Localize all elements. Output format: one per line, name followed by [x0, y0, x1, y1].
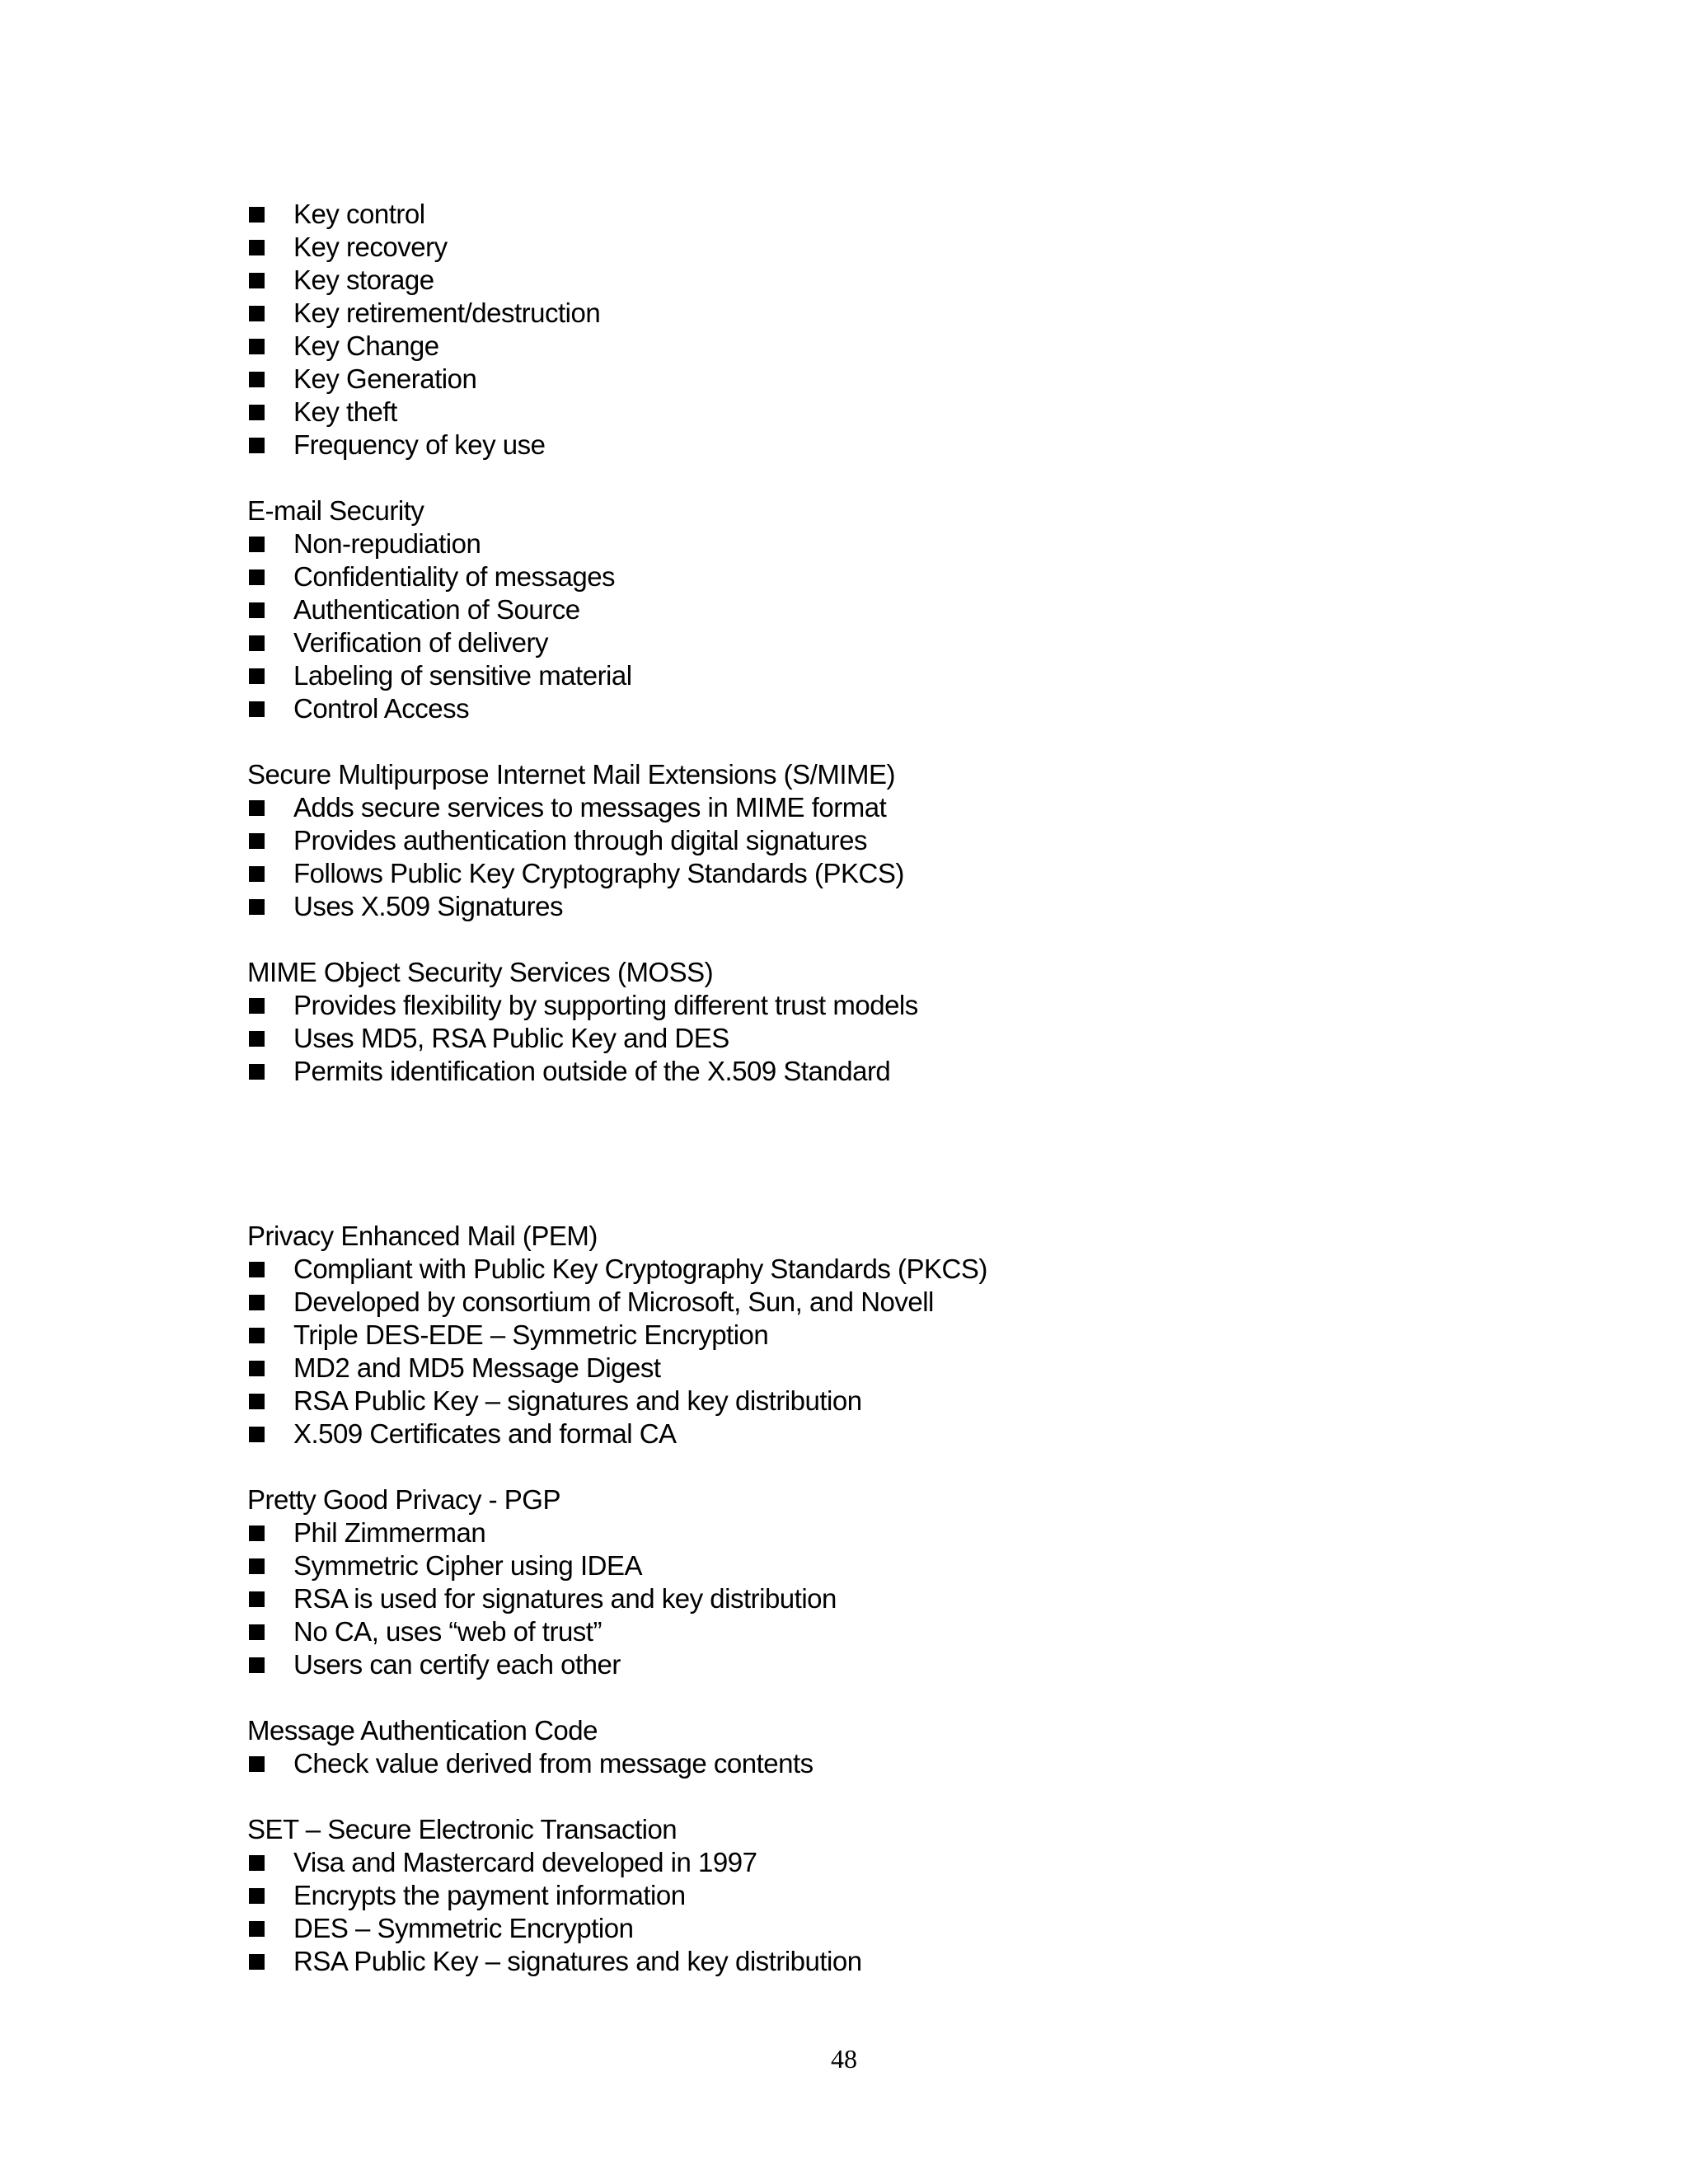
square-bullet-icon	[249, 1295, 265, 1310]
list-item-text: Key Change	[293, 330, 439, 361]
section-heading: MIME Object Security Services (MOSS)	[247, 957, 714, 987]
bullet-list	[247, 791, 1484, 923]
list-item-text: Provides authentication through digital signatures	[293, 825, 867, 855]
square-bullet-icon	[249, 339, 265, 354]
bullet-list	[247, 1253, 1484, 1451]
square-bullet-icon	[249, 1855, 265, 1871]
list-item	[247, 396, 1484, 429]
section-heading: Message Authentication Code	[247, 1715, 598, 1746]
list-item-text: Encrypts the payment information	[293, 1880, 686, 1910]
list-item-text: Uses MD5, RSA Public Key and DES	[293, 1023, 729, 1053]
list-item-text: Key theft	[293, 396, 397, 427]
square-bullet-icon	[249, 1262, 265, 1277]
list-item	[247, 1516, 1484, 1549]
list-item-text: Compliant with Public Key Cryptography Standards (PKCS)	[293, 1254, 987, 1284]
list-item	[247, 1352, 1484, 1385]
list-item-text: Key control	[293, 199, 425, 229]
list-item	[247, 527, 1484, 560]
square-bullet-icon	[249, 635, 265, 651]
list-item-text: Verification of delivery	[293, 627, 548, 658]
list-item	[247, 626, 1484, 659]
list-item-text: Control Access	[293, 693, 470, 724]
list-item-text: Check value derived from message contents	[293, 1748, 814, 1779]
list-item	[247, 264, 1484, 297]
square-bullet-icon	[249, 800, 265, 816]
list-item-text: Users can certify each other	[293, 1649, 621, 1680]
square-bullet-icon	[249, 668, 265, 684]
square-bullet-icon	[249, 1756, 265, 1772]
list-item	[247, 1615, 1484, 1648]
list-item-text: MD2 and MD5 Message Digest	[293, 1352, 661, 1383]
list-item-text: Follows Public Key Cryptography Standards (PKCS)	[293, 858, 904, 888]
list-item-text: RSA Public Key – signatures and key distribution	[293, 1385, 862, 1416]
list-item	[247, 330, 1484, 363]
square-bullet-icon	[249, 569, 265, 585]
section-smime	[247, 758, 1484, 923]
list-item	[247, 1549, 1484, 1582]
square-bullet-icon	[249, 1558, 265, 1574]
list-item-text: X.509 Certificates and formal CA	[293, 1418, 677, 1449]
list-item	[247, 1879, 1484, 1912]
square-bullet-icon	[249, 1031, 265, 1047]
list-item-text: DES – Symmetric Encryption	[293, 1913, 634, 1943]
list-item	[247, 1022, 1484, 1055]
list-item-text: Key recovery	[293, 232, 448, 262]
section-set	[247, 1813, 1484, 1978]
square-bullet-icon	[249, 207, 265, 223]
list-item	[247, 890, 1484, 923]
list-item-text: Authentication of Source	[293, 594, 580, 625]
section-heading: E-mail Security	[247, 495, 424, 526]
list-item-text: Provides flexibility by supporting different trust models	[293, 990, 918, 1020]
list-item-text: Symmetric Cipher using IDEA	[293, 1550, 642, 1581]
section-email-security	[247, 494, 1484, 725]
square-bullet-icon	[249, 1361, 265, 1376]
list-item-text: Developed by consortium of Microsoft, Sun, and Novell	[293, 1286, 934, 1317]
list-item-text: Confidentiality of messages	[293, 561, 616, 592]
list-item	[247, 1253, 1484, 1286]
section-key-management	[247, 198, 1484, 462]
list-item-text: Labeling of sensitive material	[293, 660, 632, 691]
list-item-text: Adds secure services to messages in MIME format	[293, 792, 887, 823]
list-item	[247, 1055, 1484, 1088]
list-item	[247, 1648, 1484, 1681]
square-bullet-icon	[249, 240, 265, 255]
list-item-text: Triple DES-EDE – Symmetric Encryption	[293, 1319, 769, 1350]
square-bullet-icon	[249, 306, 265, 321]
list-item	[247, 1418, 1484, 1451]
list-item-text: RSA Public Key – signatures and key distribution	[293, 1946, 862, 1976]
list-item-text: Uses X.509 Signatures	[293, 891, 564, 921]
list-item	[247, 1385, 1484, 1418]
list-item	[247, 429, 1484, 462]
list-item	[247, 231, 1484, 264]
section-pem	[247, 1220, 1484, 1451]
bullet-list	[247, 1846, 1484, 1978]
list-item	[247, 1286, 1484, 1319]
square-bullet-icon	[249, 833, 265, 849]
list-item	[247, 297, 1484, 330]
list-item	[247, 1846, 1484, 1879]
list-item	[247, 560, 1484, 593]
list-item	[247, 989, 1484, 1022]
square-bullet-icon	[249, 701, 265, 717]
section-mac	[247, 1714, 1484, 1780]
section-heading: SET – Secure Electronic Transaction	[247, 1814, 678, 1844]
square-bullet-icon	[249, 1328, 265, 1343]
bullet-list	[247, 989, 1484, 1088]
list-item-text: Permits identification outside of the X.509 Standard	[293, 1056, 891, 1086]
list-item	[247, 1319, 1484, 1352]
square-bullet-icon	[249, 899, 265, 915]
square-bullet-icon	[249, 405, 265, 420]
list-item-text: Frequency of key use	[293, 429, 546, 460]
square-bullet-icon	[249, 602, 265, 618]
square-bullet-icon	[249, 438, 265, 453]
square-bullet-icon	[249, 866, 265, 882]
list-item	[247, 593, 1484, 626]
list-item-text: Key Generation	[293, 363, 477, 394]
square-bullet-icon	[249, 1394, 265, 1409]
square-bullet-icon	[249, 998, 265, 1014]
list-item	[247, 1582, 1484, 1615]
list-item	[247, 857, 1484, 890]
square-bullet-icon	[249, 1921, 265, 1937]
bullet-list	[247, 527, 1484, 725]
list-item	[247, 692, 1484, 725]
square-bullet-icon	[249, 1624, 265, 1640]
bullet-list	[247, 198, 1484, 462]
list-item-text: Visa and Mastercard developed in 1997	[293, 1847, 757, 1877]
list-item	[247, 198, 1484, 231]
list-item	[247, 1747, 1484, 1780]
list-item-text: Phil Zimmerman	[293, 1517, 486, 1548]
square-bullet-icon	[249, 1591, 265, 1607]
section-heading: Pretty Good Privacy - PGP	[247, 1484, 560, 1515]
square-bullet-icon	[249, 1427, 265, 1442]
section-pgp	[247, 1483, 1484, 1681]
square-bullet-icon	[249, 1064, 265, 1080]
section-heading: Secure Multipurpose Internet Mail Extensions (S/MIME)	[247, 759, 895, 790]
bullet-list	[247, 1747, 1484, 1780]
square-bullet-icon	[249, 1954, 265, 1970]
section-heading: Privacy Enhanced Mail (PEM)	[247, 1221, 598, 1251]
page-number: 48	[831, 2044, 857, 2074]
page-content	[247, 198, 1484, 2011]
list-item	[247, 791, 1484, 824]
list-item-text: No CA, uses “web of trust”	[293, 1616, 602, 1647]
list-item	[247, 363, 1484, 396]
list-item-text: RSA is used for signatures and key distribution	[293, 1583, 837, 1614]
list-item-text: Key retirement/destruction	[293, 298, 601, 328]
list-item	[247, 824, 1484, 857]
square-bullet-icon	[249, 372, 265, 387]
square-bullet-icon	[249, 1657, 265, 1673]
square-bullet-icon	[249, 273, 265, 288]
list-item	[247, 1912, 1484, 1945]
square-bullet-icon	[249, 1526, 265, 1541]
section-moss	[247, 956, 1484, 1088]
list-item-text: Key storage	[293, 265, 434, 295]
list-item	[247, 659, 1484, 692]
list-item-text: Non-repudiation	[293, 528, 481, 559]
square-bullet-icon	[249, 1888, 265, 1904]
bullet-list	[247, 1516, 1484, 1681]
square-bullet-icon	[249, 537, 265, 552]
list-item	[247, 1945, 1484, 1978]
